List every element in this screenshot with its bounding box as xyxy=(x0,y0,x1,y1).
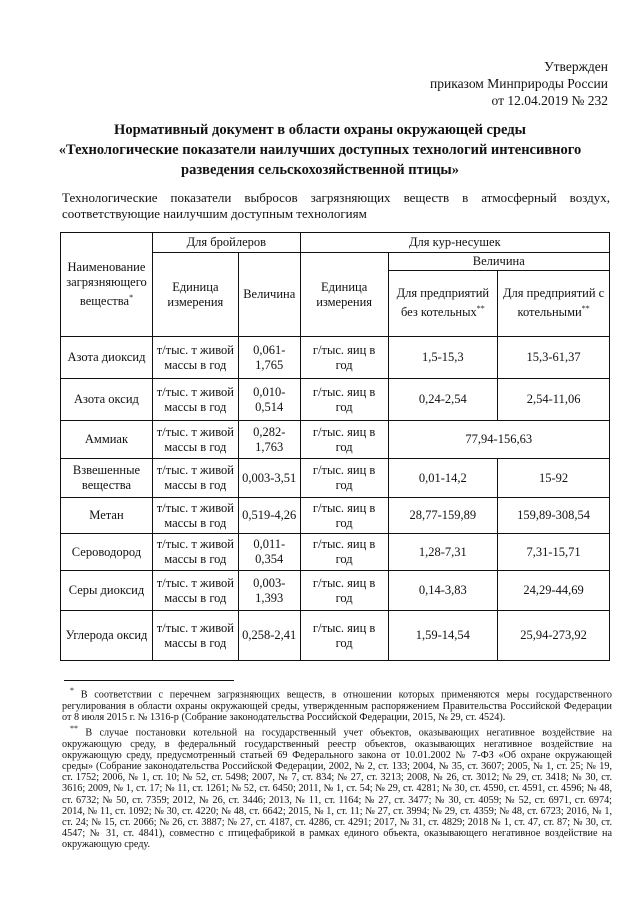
header-with-boilers: Для предприятий с котельными** xyxy=(498,271,610,337)
header-unit-broilers: Единица измерения xyxy=(152,253,238,337)
cell-substance: Сероводород xyxy=(61,534,153,571)
cell-value-broilers: 0,010-0,514 xyxy=(238,379,300,421)
cell-unit-layers: г/тыс. яиц в год xyxy=(300,571,388,611)
cell-substance: Азота оксид xyxy=(61,379,153,421)
header-without-boilers: Для предприятий без котельных** xyxy=(388,271,498,337)
cell-with-boilers: 25,94-273,92 xyxy=(498,611,610,661)
approval-block xyxy=(430,58,608,109)
cell-without-boilers: 1,59-14,54 xyxy=(388,611,498,661)
intro-line: Технологические показатели выбросов загрязняющих веществ в атмосферный воздух, xyxy=(62,190,610,205)
document-title xyxy=(40,120,600,180)
cell-substance: Аммиак xyxy=(61,421,153,459)
cell-substance: Серы диоксид xyxy=(61,571,153,611)
title-line: Нормативный документ в области охраны окружающей среды xyxy=(114,122,526,138)
cell-with-boilers: 2,54-11,06 xyxy=(498,379,610,421)
cell-substance: Взвешенные вещества xyxy=(61,459,153,498)
cell-with-boilers: 7,31-15,71 xyxy=(498,534,610,571)
header-layers: Для кур-несушек xyxy=(300,233,609,253)
cell-substance: Азота диоксид xyxy=(61,337,153,379)
cell-without-boilers: 0,01-14,2 xyxy=(388,459,498,498)
cell-unit-layers: г/тыс. яиц в год xyxy=(300,379,388,421)
cell-value-broilers: 0,519-4,26 xyxy=(238,498,300,534)
footnotes xyxy=(62,685,612,851)
cell-unit-layers: г/тыс. яиц в год xyxy=(300,337,388,379)
header-broilers: Для бройлеров xyxy=(152,233,300,253)
cell-unit-broilers: т/тыс. т живой массы в год xyxy=(152,337,238,379)
cell-unit-layers: г/тыс. яиц в год xyxy=(300,421,388,459)
table-row xyxy=(61,534,610,571)
cell-unit-broilers: т/тыс. т живой массы в год xyxy=(152,571,238,611)
table-row xyxy=(61,337,610,379)
indicators-table xyxy=(60,232,610,661)
cell-without-boilers: 1,28-7,31 xyxy=(388,534,498,571)
intro-line: соответствующие наилучшим доступным технологиям xyxy=(62,206,367,221)
cell-without-boilers: 0,24-2,54 xyxy=(388,379,498,421)
footnote-divider xyxy=(64,680,234,681)
header-substance: Наименование загрязняющего вещества* xyxy=(61,233,153,337)
cell-with-boilers: 24,29-44,69 xyxy=(498,571,610,611)
cell-unit-layers: г/тыс. яиц в год xyxy=(300,459,388,498)
cell-unit-broilers: т/тыс. т живой массы в год xyxy=(152,421,238,459)
table-row xyxy=(61,498,610,534)
table-intro xyxy=(62,190,610,222)
approval-line: приказом Минприроды России xyxy=(430,76,608,91)
approval-line: Утвержден xyxy=(544,59,608,74)
cell-value-layers-merged: 77,94-156,63 xyxy=(388,421,610,459)
cell-unit-broilers: т/тыс. т живой массы в год xyxy=(152,459,238,498)
cell-without-boilers: 0,14-3,83 xyxy=(388,571,498,611)
cell-value-broilers: 0,061-1,765 xyxy=(238,337,300,379)
cell-value-broilers: 0,003-3,51 xyxy=(238,459,300,498)
cell-unit-layers: г/тыс. яиц в год xyxy=(300,611,388,661)
title-line: разведения сельскохозяйственной птицы» xyxy=(181,162,459,178)
cell-unit-broilers: т/тыс. т живой массы в год xyxy=(152,611,238,661)
table-row xyxy=(61,421,610,459)
header-unit-layers: Единица измерения xyxy=(300,253,388,337)
title-line: «Технологические показатели наилучших доступных технологий интенсивного xyxy=(58,142,582,158)
header-value-layers: Величина xyxy=(388,253,610,271)
header-value-broilers: Величина xyxy=(238,253,300,337)
cell-value-broilers: 0,282-1,763 xyxy=(238,421,300,459)
approval-line: от 12.04.2019 № 232 xyxy=(491,93,608,108)
table-row xyxy=(61,571,610,611)
cell-unit-broilers: т/тыс. т живой массы в год xyxy=(152,534,238,571)
cell-without-boilers: 1,5-15,3 xyxy=(388,337,498,379)
cell-unit-layers: г/тыс. яиц в год xyxy=(300,534,388,571)
cell-substance: Метан xyxy=(61,498,153,534)
table-row xyxy=(61,611,610,661)
cell-without-boilers: 28,77-159,89 xyxy=(388,498,498,534)
footnote-2: ** В случае постановки котельной на государственный учет объектов, оказывающих негативное воздействие на окружающую среду, в федеральный государственный реестр объектов, оказывающих негативное воздействие на окружающую среду, предусмотренный статьей 69 Федерального закона от 10.01.2002 № 7-ФЗ «Об охране окружающей среды» (Собрание законодательства Российской Федерации, 2002, № 2, ст. 133; 2004, № 35, ст. 3607; 2005, № 1, ст. 25; № 19, ст. 1752; 2006, № 1, ст. 10; № 52, ст. 5498; 2007, № 7, ст. 834; № 27, ст. 3213; 2008, № 26, ст. 3012; № 29, ст. 3418; № 30, ст. 3616; 2009, № 1, ст. 17; № 11, ст. 1261; № 52, ст. 6450; 2011, № 1, ст. 54; № 29, ст. 4281; № 30, ст. 4590, ст. 4591, ст. 4596; № 48, ст. 6732; № 50, ст. 7359; 2012, № 26, ст. 3446; 2013, № 11, ст. 1164; № 27, ст. 3477; № 30, ст. 4059; № 52, ст. 6971, ст. 6974; 2014, № 11, ст. 1092; № 30, ст. 4220; № 48, ст. 6642; 2015, № 1, ст. 11; № 27, ст. 3994; № 29, ст. 4359; № 48, ст. 6723; 2016, № 1, ст. 24; № 15, ст. 2066; № 26, ст. 3887; № 27, ст. 4187, ст. 4286, ст. 4291; 2017, № 31, ст. 4829; 2018 № 1, ст. 47, ст. 87; № 30, ст. 4547; № 31, ст. 4841), совместно с птицефабрикой в рамках единого объекта, оказывающего негативное воздействие на окружающую среду. xyxy=(62,724,613,851)
table-row xyxy=(61,459,610,498)
cell-unit-broilers: т/тыс. т живой массы в год xyxy=(152,379,238,421)
cell-with-boilers: 15,3-61,37 xyxy=(498,337,610,379)
cell-value-broilers: 0,003-1,393 xyxy=(238,571,300,611)
cell-unit-broilers: т/тыс. т живой массы в год xyxy=(152,498,238,534)
cell-with-boilers: 15-92 xyxy=(498,459,610,498)
table-row xyxy=(61,379,610,421)
cell-substance: Углерода оксид xyxy=(61,611,153,661)
cell-value-broilers: 0,258-2,41 xyxy=(238,611,300,661)
cell-unit-layers: г/тыс. яиц в год xyxy=(300,498,388,534)
cell-with-boilers: 159,89-308,54 xyxy=(498,498,610,534)
footnote-1: * В соответствии с перечнем загрязняющих веществ, в отношении которых применяются меры государственного регулирования в области охраны окружающей среды, утвержденным распоряжением Правительства Российской Федерации от 8 июля 2015 г. № 1316-р (Собрание законодательства Российской Федерации, 2015, № 29, ст. 4524). xyxy=(62,686,612,723)
cell-value-broilers: 0,011-0,354 xyxy=(238,534,300,571)
